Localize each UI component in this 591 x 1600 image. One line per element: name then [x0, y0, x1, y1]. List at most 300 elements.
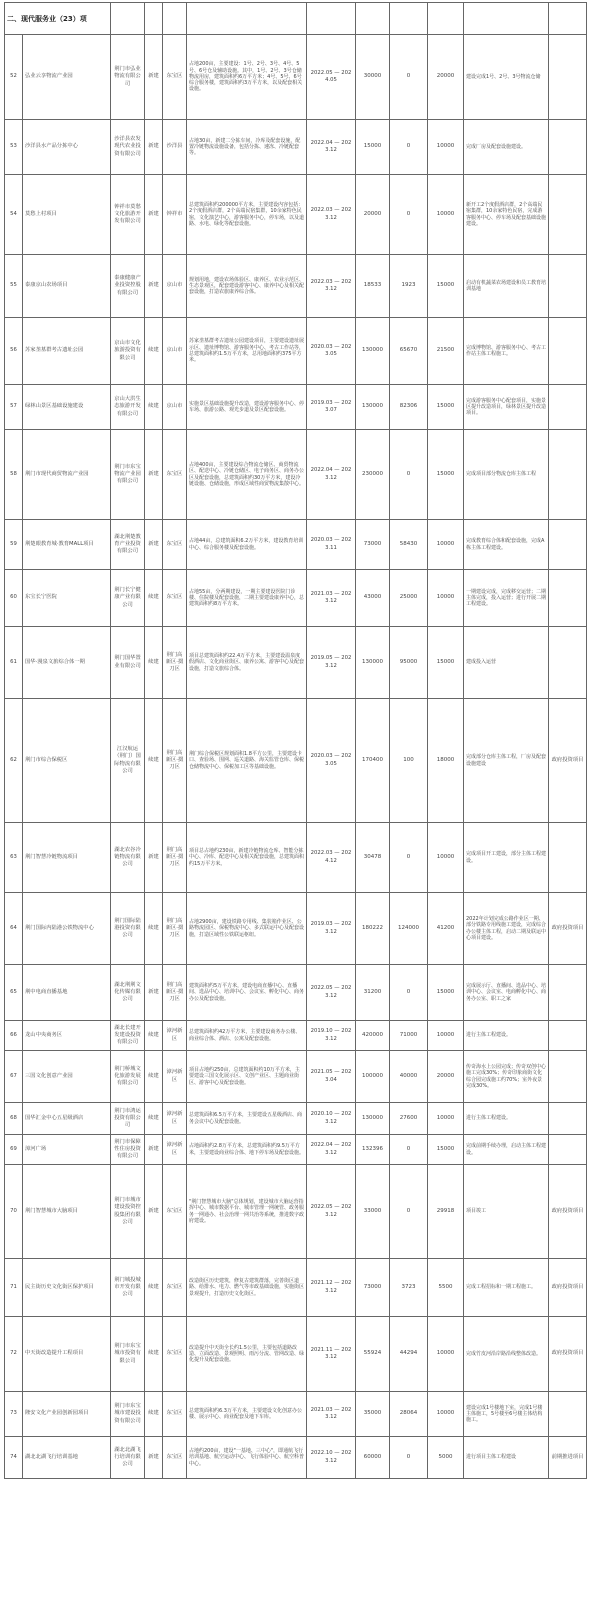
project-description: 总建筑面积约42万平方米，主要建设商务办公楼、商业综合体、酒店、公寓及配套设施。	[187, 1021, 307, 1051]
owner-unit: 江汉航运（荆门）国际物流有限公司	[111, 699, 145, 823]
completed-investment: 58430	[390, 520, 428, 570]
project-location: 东宝区	[163, 1437, 187, 1479]
owner-unit: 湖北荆荆文化传媒有限公司	[111, 965, 145, 1021]
completed-investment: 3723	[390, 1259, 428, 1317]
project-location: 漳河新区	[163, 1135, 187, 1165]
progress-target: 完成游客服务中心配套项目，实施景区提升改造项目，绿林景区提升改造项目。	[464, 385, 549, 430]
total-investment: 43000	[356, 570, 390, 627]
planned-investment-2022: 10000	[428, 175, 464, 255]
project-description: "荆门智慧城市大脑"总体规划，建设城市大脑运营指挥中心、城市数据平台、城市管理一网统管、政务服务一网通办、社会治理一网共治等系统，推进数字政府建设。	[187, 1165, 307, 1259]
construction-period: 2021.11 — 2023.12	[307, 1317, 356, 1392]
table-row	[5, 965, 587, 1021]
row-number: 68	[5, 1103, 23, 1135]
row-number: 59	[5, 520, 23, 570]
remarks	[549, 120, 587, 175]
planned-investment-2022: 20000	[428, 1051, 464, 1103]
construction-type: 新建	[145, 35, 163, 120]
construction-type: 新建	[145, 255, 163, 318]
project-name: 莫愁上村项目	[23, 175, 111, 255]
remarks	[549, 627, 587, 699]
remarks: 政府投资项目	[549, 1165, 587, 1259]
project-location: 荆门高新区·掇刀区	[163, 965, 187, 1021]
table-row	[5, 430, 587, 520]
remarks	[549, 1135, 587, 1165]
table-row	[5, 1317, 587, 1392]
table-row	[5, 1165, 587, 1259]
project-location: 京山市	[163, 255, 187, 318]
completed-investment: 0	[390, 965, 428, 1021]
project-description: 占地约200亩，建设"一基地、三中心"，即通航飞行培训基地、航空运动中心、飞行体验中心、航空科普中心。	[187, 1437, 307, 1479]
progress-target: 进行主体工程建设。	[464, 1021, 549, 1051]
total-investment: 130000	[356, 318, 390, 385]
row-number: 52	[5, 35, 23, 120]
row-number: 55	[5, 255, 23, 318]
row-number: 73	[5, 1392, 23, 1437]
construction-type: 续建	[145, 385, 163, 430]
project-description: 建筑面积约5万平方米，建设电商直播中心、直播间、选品中心、培训中心、会议室、孵化中心、商务办公及配套设施。	[187, 965, 307, 1021]
project-name: 荆中电商直播基地	[23, 965, 111, 1021]
row-number: 57	[5, 385, 23, 430]
project-location: 东宝区	[163, 1317, 187, 1392]
progress-target: 进行项目主体工程建设	[464, 1437, 549, 1479]
construction-type: 新建	[145, 965, 163, 1021]
construction-type: 新建	[145, 175, 163, 255]
project-location: 东宝区	[163, 430, 187, 520]
project-location: 东宝区	[163, 1165, 187, 1259]
project-description: 项目占地约250亩，总建筑面积约10万平方米，主要建设三国文化展示区、文创产业区、主题商业街区、游客中心及配套设施。	[187, 1051, 307, 1103]
planned-investment-2022: 41200	[428, 893, 464, 965]
progress-target: 完成竹皮河沿岸路沿线整体改造。	[464, 1317, 549, 1392]
project-name: 荆门市现代商贸物流产业园	[23, 430, 111, 520]
construction-type: 续建	[145, 1103, 163, 1135]
project-name: 东宝长宁医院	[23, 570, 111, 627]
planned-investment-2022: 10000	[428, 1021, 464, 1051]
project-name: 苏家垄墓群考古遗址公园	[23, 318, 111, 385]
project-description: 总建筑面积约200000平方米，主要建设内容包括：2个度假酒店群，2个高端民宿集群，10余家特色民宿，文化演艺中心，游客服务中心，停车场，以及道路、水电、绿化等配套设施。	[187, 175, 307, 255]
project-name: 荆门国际内陆港公铁物流中心	[23, 893, 111, 965]
completed-investment: 0	[390, 1135, 428, 1165]
owner-unit: 荆门市东宝城市建设投资有限公司	[111, 1392, 145, 1437]
remarks: 前期推进项目	[549, 1437, 587, 1479]
project-description: 荆门综合保税区规划面积1.8平方公里，主要建设卡口、查验场、围网、巡关道路、海关监管仓库、保税仓储物流中心、保税加工区等基础设施。	[187, 699, 307, 823]
row-number: 58	[5, 430, 23, 520]
remarks	[549, 430, 587, 520]
table-row	[5, 627, 587, 699]
remarks: 政府投资项目	[549, 1259, 587, 1317]
total-investment: 30478	[356, 823, 390, 893]
construction-type: 新建	[145, 1165, 163, 1259]
total-investment: 30000	[356, 35, 390, 120]
planned-investment-2022: 10000	[428, 1317, 464, 1392]
section-title: 二、现代服务业（23）项	[5, 3, 111, 35]
progress-target: 建设完成1号楼地下室，完成1号楼主体施工，5号楼至6号楼主体结构施工。	[464, 1392, 549, 1437]
progress-target: 新开工2个度假酒店群，2个高端民宿集群，10余家特色民宿，完成游客服务中心、停车场及配套基础设施建设。	[464, 175, 549, 255]
table-row	[5, 1051, 587, 1103]
construction-type: 新建	[145, 1437, 163, 1479]
construction-type: 续建	[145, 1259, 163, 1317]
construction-period: 2021.03 — 2023.12	[307, 570, 356, 627]
owner-unit: 荆门市鸿运投资有限公司	[111, 1103, 145, 1135]
progress-target: 完成工程招标和一期工程施工。	[464, 1259, 549, 1317]
construction-type: 新建	[145, 823, 163, 893]
row-number: 67	[5, 1051, 23, 1103]
row-number: 61	[5, 627, 23, 699]
completed-investment: 0	[390, 430, 428, 520]
total-investment: 31200	[356, 965, 390, 1021]
table-row	[5, 1259, 587, 1317]
project-name: 荆门智慧城市大脑项目	[23, 1165, 111, 1259]
project-description: 总建筑面积6.5万平方米，主要建设五星级酒店、商务会议中心及配套设施。	[187, 1103, 307, 1135]
remarks	[549, 318, 587, 385]
completed-investment: 40000	[390, 1051, 428, 1103]
remarks	[549, 823, 587, 893]
owner-unit: 荆门市弘业物流有限公司	[111, 35, 145, 120]
project-location: 京山市	[163, 318, 187, 385]
owner-unit: 湖北荆楚教育产业投资有限公司	[111, 520, 145, 570]
progress-target: 项目竣工	[464, 1165, 549, 1259]
owner-unit: 京山大洪生态旅游开发有限公司	[111, 385, 145, 430]
total-investment: 73000	[356, 1259, 390, 1317]
table-row	[5, 1437, 587, 1479]
project-name: 漳河广场	[23, 1135, 111, 1165]
planned-investment-2022: 10000	[428, 1392, 464, 1437]
remarks	[549, 570, 587, 627]
project-description: 占地55亩，分两期建设，一期主要建设医院门诊楼、住院楼及配套设施，二期主要建设康养中心，总建筑面积约8万平方米。	[187, 570, 307, 627]
remarks	[549, 385, 587, 430]
construction-period: 2020.03 — 2023.05	[307, 699, 356, 823]
project-name: 中天街改造提升工程项目	[23, 1317, 111, 1392]
owner-unit: 荆门城投城市开发有限公司	[111, 1259, 145, 1317]
row-number: 53	[5, 120, 23, 175]
table-row	[5, 35, 587, 120]
project-name: 泰康京山农场项目	[23, 255, 111, 318]
progress-target: 传奇海水上公园完成；传奇双创中心施工完成30%；传奇印象商街文化综合园完成施工约70%；室外夜景完成30%。	[464, 1051, 549, 1103]
table-row	[5, 520, 587, 570]
remarks	[549, 1392, 587, 1437]
completed-investment: 0	[390, 1165, 428, 1259]
project-location: 东宝区	[163, 1392, 187, 1437]
completed-investment: 44294	[390, 1317, 428, 1392]
table-row	[5, 823, 587, 893]
remarks	[549, 965, 587, 1021]
construction-type: 续建	[145, 1392, 163, 1437]
progress-target: 完成部分仓库主体工程，厂房及配套设施建设	[464, 699, 549, 823]
project-location: 漳河新区	[163, 1051, 187, 1103]
total-investment: 18533	[356, 255, 390, 318]
project-description: 实施景区基础设施提升改造，建设游客服务中心、停车场、旅游公路、观光步道及景区配套设施。	[187, 385, 307, 430]
completed-investment: 71000	[390, 1021, 428, 1051]
construction-period: 2022.05 — 2023.12	[307, 965, 356, 1021]
construction-period: 2019.03 — 2023.12	[307, 893, 356, 965]
construction-type: 续建	[145, 893, 163, 965]
construction-type: 新建	[145, 430, 163, 520]
planned-investment-2022: 29918	[428, 1165, 464, 1259]
planned-investment-2022: 15000	[428, 965, 464, 1021]
construction-period: 2019.10 — 2023.12	[307, 1021, 356, 1051]
project-location: 京山市	[163, 385, 187, 430]
construction-period: 2020.10 — 2023.12	[307, 1103, 356, 1135]
project-name: 弘业云享物流产业园	[23, 35, 111, 120]
table-row	[5, 570, 587, 627]
project-location: 荆门高新区·掇刀区	[163, 823, 187, 893]
owner-unit: 荆门市东宝物流产业园有限公司	[111, 430, 145, 520]
section-header-row	[5, 3, 587, 35]
row-number: 72	[5, 1317, 23, 1392]
table-row	[5, 120, 587, 175]
row-number: 65	[5, 965, 23, 1021]
project-description: 苏家垄墓群考古遗址公园建设项目，主要建设遗址展示区、遗址博物馆、游客服务中心、考古工作站等，总建筑面积约1.5万平方米，总用地面积约375平方米。	[187, 318, 307, 385]
project-name: 绿林山景区基础设施建设	[23, 385, 111, 430]
construction-period: 2019.05 — 2023.12	[307, 627, 356, 699]
construction-period: 2022.10 — 2023.12	[307, 1437, 356, 1479]
project-description: 占地2900亩，建设铁路专用线、集装箱作业区、公路物流园区、保税物流中心、多式联运中心及配套设施，打造区域性公铁联运枢纽。	[187, 893, 307, 965]
total-investment: 130000	[356, 385, 390, 430]
project-name: 龙山中央商务区	[23, 1021, 111, 1051]
owner-unit: 荆门桥城文化旅游发展有限公司	[111, 1051, 145, 1103]
construction-type: 新建	[145, 120, 163, 175]
planned-investment-2022: 10000	[428, 570, 464, 627]
planned-investment-2022: 10000	[428, 1103, 464, 1135]
construction-period: 2020.03 — 2023.11	[307, 520, 356, 570]
project-description: 占地44亩，总建筑面积6.2万平方米，建设教育培训中心、综合服务楼及配套设施。	[187, 520, 307, 570]
table-row	[5, 1135, 587, 1165]
project-name: 民主街历史文化街区保护项目	[23, 1259, 111, 1317]
project-name: 国华·漫泉文旅综合体一期	[23, 627, 111, 699]
project-description: 占地400亩，主要建设综合物流仓储区、商贸物流区、配送中心、冷链仓储区、电子商务区、商务办公区及配套设施，总建筑面积约30万平方米，建设冷链设施、仓储设施，形成区域性商贸物流集散中心。	[187, 430, 307, 520]
remarks	[549, 1021, 587, 1051]
project-name: 三国文化创意产业园	[23, 1051, 111, 1103]
completed-investment: 27600	[390, 1103, 428, 1135]
planned-investment-2022: 15000	[428, 1135, 464, 1165]
project-table	[4, 2, 587, 1479]
project-location: 荆门高新区·掇刀区	[163, 699, 187, 823]
row-number: 56	[5, 318, 23, 385]
planned-investment-2022: 10000	[428, 120, 464, 175]
construction-type: 续建	[145, 318, 163, 385]
construction-type: 续建	[145, 1051, 163, 1103]
owner-unit: 荆门市东宝城市投资有限公司	[111, 1317, 145, 1392]
planned-investment-2022: 5500	[428, 1259, 464, 1317]
project-location: 漳河新区	[163, 1103, 187, 1135]
owner-unit: 荆门国华置业有限公司	[111, 627, 145, 699]
progress-target: 进行主体工程建设。	[464, 1103, 549, 1135]
row-number: 66	[5, 1021, 23, 1051]
construction-type: 续建	[145, 627, 163, 699]
project-location: 东宝区	[163, 570, 187, 627]
owner-unit: 荆门市保障性住房投资有限公司	[111, 1135, 145, 1165]
project-name: 荆楚眼教育城·教育MALL项目	[23, 520, 111, 570]
remarks	[549, 35, 587, 120]
total-investment: 230000	[356, 430, 390, 520]
owner-unit: 湖北长建开发建设投资有限公司	[111, 1021, 145, 1051]
total-investment: 100000	[356, 1051, 390, 1103]
remarks	[549, 1103, 587, 1135]
owner-unit: 湖北农谷冷链物流有限公司	[111, 823, 145, 893]
progress-target: 完成展示厅、直播间、选品中心、培训中心、会议室、电商孵化中心、商务办公室、职工之家	[464, 965, 549, 1021]
progress-target: 2022年计划完成公路作业区一期、部分铁路专用线施工建设，完成综合办公楼主体工程，启动二期及联运中心项目建设。	[464, 893, 549, 965]
planned-investment-2022: 10000	[428, 520, 464, 570]
row-number: 71	[5, 1259, 23, 1317]
table-row	[5, 175, 587, 255]
project-description: 项目总建筑面积约22.4万平方米，主要建设温泉度假酒店、文化商业街区、康养公寓、游客中心及配套设施，打造文旅综合体。	[187, 627, 307, 699]
project-name: 沙洋县水产品分拣中心	[23, 120, 111, 175]
construction-period: 2022.04 — 2023.12	[307, 430, 356, 520]
construction-type: 续建	[145, 699, 163, 823]
completed-investment: 124000	[390, 893, 428, 965]
construction-type: 新建	[145, 520, 163, 570]
construction-type: 续建	[145, 1317, 163, 1392]
project-description: 改造街区历史建筑，修复古建筑群落，完善街区道路、给排水、电力、燃气等市政基础设施，实施街区景观提升，打造历史文化街区。	[187, 1259, 307, 1317]
total-investment: 55924	[356, 1317, 390, 1392]
owner-unit: 泰康健康产业投资控股有限公司	[111, 255, 145, 318]
progress-target: 建设完成1号、2号、3号物流仓储	[464, 35, 549, 120]
progress-target: 完成厂房及配套设施建设。	[464, 120, 549, 175]
table-row	[5, 1021, 587, 1051]
table-row	[5, 318, 587, 385]
progress-target: 完成项目部分物流仓库主体工程	[464, 430, 549, 520]
completed-investment: 0	[390, 120, 428, 175]
construction-period: 2021.03 — 2023.12	[307, 1392, 356, 1437]
construction-period: 2022.05 — 2023.12	[307, 1165, 356, 1259]
project-location: 东宝区	[163, 35, 187, 120]
total-investment: 130000	[356, 1103, 390, 1135]
total-investment: 15000	[356, 120, 390, 175]
remarks: 政府投资项目	[549, 1317, 587, 1392]
planned-investment-2022: 15000	[428, 627, 464, 699]
row-number: 74	[5, 1437, 23, 1479]
completed-investment: 0	[390, 35, 428, 120]
total-investment: 60000	[356, 1437, 390, 1479]
construction-type: 续建	[145, 1021, 163, 1051]
table-row	[5, 1103, 587, 1135]
project-description: 占地面积约2.8万平方米，总建筑面积约9.5万平方米，主要建设商业综合体、地下停车场及配套设施。	[187, 1135, 307, 1165]
project-name: 湖北北湖飞行培训基地	[23, 1437, 111, 1479]
planned-investment-2022: 5000	[428, 1437, 464, 1479]
owner-unit: 湖北北湖飞行培训有限公司	[111, 1437, 145, 1479]
project-location: 东宝区	[163, 520, 187, 570]
total-investment: 170400	[356, 699, 390, 823]
progress-target: 完成前期手续办理，启动主体工程建设。	[464, 1135, 549, 1165]
construction-period: 2022.03 — 2023.12	[307, 255, 356, 318]
total-investment: 180222	[356, 893, 390, 965]
planned-investment-2022: 20000	[428, 35, 464, 120]
row-number: 63	[5, 823, 23, 893]
planned-investment-2022: 18000	[428, 699, 464, 823]
owner-unit: 荆门市城市建设投资控股集团有限公司	[111, 1165, 145, 1259]
project-description: 改造提升中天街全长约1.5公里，主要包括道路改造、立面改造、景观照明、雨污分流、管网改造、绿化提升及配套设施。	[187, 1317, 307, 1392]
project-name: 国华汇金中心五星级酒店	[23, 1103, 111, 1135]
project-location: 荆门高新区·掇刀区	[163, 627, 187, 699]
progress-target: 完成项目开工建设，部分主体工程建设。	[464, 823, 549, 893]
construction-period: 2022.04 — 2023.12	[307, 120, 356, 175]
remarks	[549, 255, 587, 318]
owner-unit: 荆门国际陆港投资有限公司	[111, 893, 145, 965]
project-name: 隆安文化产业园创新园项目	[23, 1392, 111, 1437]
completed-investment: 25000	[390, 570, 428, 627]
table-row	[5, 255, 587, 318]
progress-target: 完成博物馆、游客服务中心、考古工作站主体工程施工。	[464, 318, 549, 385]
completed-investment: 0	[390, 823, 428, 893]
planned-investment-2022: 15000	[428, 430, 464, 520]
construction-period: 2022.03 — 2023.12	[307, 175, 356, 255]
remarks	[549, 520, 587, 570]
table-row	[5, 699, 587, 823]
progress-target: 一期建设完成，完成移交运营；二期主体完成，投入运营；进行开展二期工程建设。	[464, 570, 549, 627]
total-investment: 20000	[356, 175, 390, 255]
completed-investment: 65670	[390, 318, 428, 385]
table-row	[5, 893, 587, 965]
row-number: 54	[5, 175, 23, 255]
total-investment: 132396	[356, 1135, 390, 1165]
project-location: 漳河新区	[163, 1021, 187, 1051]
construction-type: 续建	[145, 570, 163, 627]
table-row	[5, 385, 587, 430]
completed-investment: 0	[390, 175, 428, 255]
total-investment: 33000	[356, 1165, 390, 1259]
completed-investment: 28064	[390, 1392, 428, 1437]
total-investment: 420000	[356, 1021, 390, 1051]
row-number: 62	[5, 699, 23, 823]
progress-target: 完成教育综合体和配套设施，完成A栋主体工程建设。	[464, 520, 549, 570]
table-row	[5, 1392, 587, 1437]
project-location: 沙洋县	[163, 120, 187, 175]
project-description: 规划用地，建设农场体验区、康养区、农业示范区、生态景观区，配套建设游客中心、康养中心及相关配套设施，打造农旅康养综合体。	[187, 255, 307, 318]
progress-target: 启动有机蔬菜农场建设和员工教育培训基地	[464, 255, 549, 318]
construction-type: 新建	[145, 1135, 163, 1165]
project-description: 项目总占地约230亩，新建冷链物流仓库、智能分拣中心、冷库、配送中心及相关配套设施，总建筑面积约15万平方米。	[187, 823, 307, 893]
construction-period: 2021.12 — 2023.12	[307, 1259, 356, 1317]
construction-period: 2022.05 — 2024.05	[307, 35, 356, 120]
owner-unit: 沙洋县农发现代农业投资有限公司	[111, 120, 145, 175]
planned-investment-2022: 21500	[428, 318, 464, 385]
total-investment: 35000	[356, 1392, 390, 1437]
construction-period: 2019.03 — 2023.07	[307, 385, 356, 430]
planned-investment-2022: 10000	[428, 823, 464, 893]
project-location: 钟祥市	[163, 175, 187, 255]
row-number: 70	[5, 1165, 23, 1259]
owner-unit: 钟祥市莫愁文化旅游开发有限公司	[111, 175, 145, 255]
owner-unit: 京山市文化旅游投资有限公司	[111, 318, 145, 385]
construction-period: 2022.03 — 2024.12	[307, 823, 356, 893]
completed-investment: 95000	[390, 627, 428, 699]
row-number: 69	[5, 1135, 23, 1165]
planned-investment-2022: 15000	[428, 385, 464, 430]
row-number: 64	[5, 893, 23, 965]
project-description: 占地30亩，新建二分拣车间，冷库及配套设施，配置冷链物流设施设备，包括分拣、速冻、冷链配套等。	[187, 120, 307, 175]
completed-investment: 82306	[390, 385, 428, 430]
remarks	[549, 1051, 587, 1103]
project-location: 荆门高新区·掇刀区	[163, 893, 187, 965]
project-description: 占地200亩，主要建设：1号、2号、3号、4号、5号、6号仓及辅助设施。其中，1号、2号、3号仓储物流用房，建筑面积约6万平方米；4号、5号、6号综合服务楼，建筑面积约3万平方米，以及配套相关设施。	[187, 35, 307, 120]
project-name: 荆门市综合保税区	[23, 699, 111, 823]
project-location: 东宝区	[163, 1259, 187, 1317]
construction-period: 2022.04 — 2023.12	[307, 1135, 356, 1165]
construction-period: 2021.05 — 2023.04	[307, 1051, 356, 1103]
row-number: 60	[5, 570, 23, 627]
project-name: 荆门智慧冷链物流项目	[23, 823, 111, 893]
total-investment: 130000	[356, 627, 390, 699]
completed-investment: 0	[390, 1437, 428, 1479]
completed-investment: 100	[390, 699, 428, 823]
remarks	[549, 175, 587, 255]
construction-period: 2020.03 — 2023.05	[307, 318, 356, 385]
completed-investment: 1923	[390, 255, 428, 318]
progress-target: 建成投入运营	[464, 627, 549, 699]
project-description: 总建筑面积约6.3万平方米，主要建设文化创意办公楼、展示中心、商业配套及地下车库。	[187, 1392, 307, 1437]
remarks: 政府投资项目	[549, 699, 587, 823]
total-investment: 73000	[356, 520, 390, 570]
owner-unit: 荆门长宁健康产业有限公司	[111, 570, 145, 627]
